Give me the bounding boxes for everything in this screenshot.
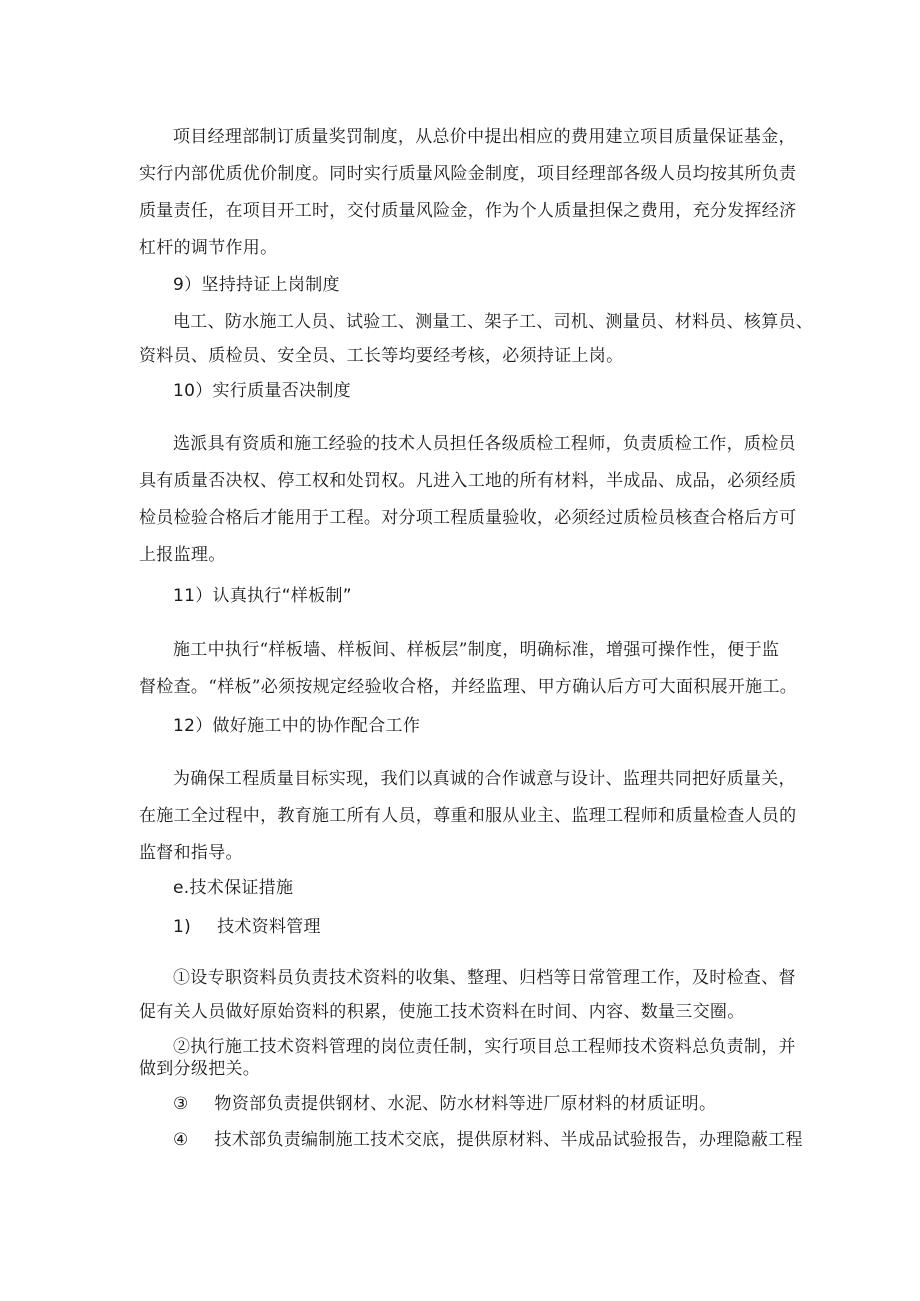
paragraph-12-line-1: 为确保工程质量目标实现，我们以真诚的合作诚意与设计、监理共同把好质量关， xyxy=(173,769,796,789)
item-3 xyxy=(173,1092,716,1116)
item-4 xyxy=(173,1128,803,1152)
heading-9: 9）坚持持证上岗制度 xyxy=(173,275,340,295)
item-2-line-2: 做到分级把关。 xyxy=(139,1059,261,1079)
paragraph-10-line-3: 检员检验合格后才能用于工程。对分项工程质量验收，必须经过质检员核查合格后方可 xyxy=(139,508,797,528)
heading-12: 12）做好施工中的协作配合工作 xyxy=(173,716,421,736)
paragraph-11-line-1: 施工中执行“样板墙、样板间、样板层”制度，明确标准，增强可操作性，便于监 xyxy=(173,640,780,660)
heading-e-technical-measures: e.技术保证措施 xyxy=(173,878,294,898)
paragraph-11-line-2: 督检查。“样板”必须按规定经验收合格，并经监理、甲方确认后方可大面积展开施工。 xyxy=(139,677,798,697)
item-1-line-2: 促有关人员做好原始资料的积累，使施工技术资料在时间、内容、数量三交圈。 xyxy=(139,1002,745,1022)
item-2-line-1: ②执行施工技术资料管理的岗位责任制，实行项目总工程师技术资料总负责制，并 xyxy=(173,1037,796,1057)
paragraph-quality-fund-line-2: 实行内部优质优价制度。同时实行质量风险金制度，项目经理部各级人员均按其所负责 xyxy=(139,164,797,184)
item-3-number: ③ xyxy=(173,1094,189,1114)
paragraph-quality-fund-line-1: 项目经理部制订质量奖罚制度，从总价中提出相应的费用建立项目质量保证基金， xyxy=(173,127,796,147)
heading-1-text: 技术资料管理 xyxy=(217,917,321,937)
heading-10: 10）实行质量否决制度 xyxy=(173,381,351,401)
paragraph-10-line-2: 具有质量否决权、停工权和处罚权。凡进入工地的所有材料，半成品、成品，必须经质 xyxy=(139,471,797,491)
heading-1-technical-documents xyxy=(173,915,321,939)
item-4-text: 技术部负责编制施工技术交底，提供原材料、半成品试验报告，办理隐蔽工程 xyxy=(214,1130,803,1150)
paragraph-quality-fund-line-4: 杠杆的调节作用。 xyxy=(139,238,278,258)
item-4-number: ④ xyxy=(173,1130,189,1150)
heading-11: 11）认真执行“样板制” xyxy=(173,586,352,606)
paragraph-9-line-2: 资料员、质检员、安全员、工长等均要经考核，必须持证上岗。 xyxy=(139,346,624,366)
item-1-line-1: ①设专职资料员负责技术资料的收集、整理、归档等日常管理工作，及时检查、督 xyxy=(173,968,796,988)
paragraph-quality-fund-line-3: 质量责任，在项目开工时，交付质量风险金，作为个人质量担保之费用，充分发挥经济 xyxy=(139,201,797,221)
item-3-text: 物资部负责提供钢材、水泥、防水材料等进厂原材料的材质证明。 xyxy=(214,1094,717,1114)
heading-1-number: 1) xyxy=(173,917,192,937)
paragraph-12-line-3: 监督和指导。 xyxy=(139,843,243,863)
paragraph-9-line-1: 电工、防水施工人员、试验工、测量工、架子工、司机、测量员、材料员、核算员、 xyxy=(173,312,814,332)
paragraph-10-line-4: 上报监理。 xyxy=(139,545,226,565)
paragraph-10-line-1: 选派具有资质和施工经验的技术人员担任各级质检工程师，负责质检工作，质检员 xyxy=(173,434,796,454)
paragraph-12-line-2: 在施工全过程中，教育施工所有人员，尊重和服从业主、监理工程师和质量检查人员的 xyxy=(139,806,797,826)
